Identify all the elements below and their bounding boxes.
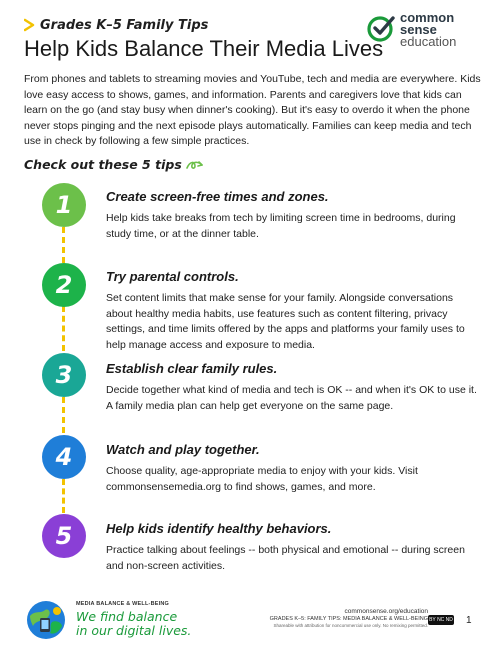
page-footer bbox=[0, 588, 500, 646]
checkmark-circle-logo-icon bbox=[367, 14, 395, 42]
common-sense-education-logo bbox=[367, 12, 487, 56]
tip-description: Choose quality, age-appropriate media to enjoy with your kids. Visit commonsensemedia.org to find shows, games, and more. bbox=[106, 465, 418, 493]
logo-line-2: sense bbox=[400, 22, 437, 37]
tip-description: Set content limits that make sense for your family. Alongside conversations about healthy media habits, use features such as content filtering, privacy settings, and time limits offered by the apps and platforms your family uses to help manage access and exposure to media. bbox=[106, 292, 465, 351]
footer-url: commonsense.org/education bbox=[344, 608, 428, 615]
footer-source bbox=[270, 608, 428, 628]
timeline-connector bbox=[62, 479, 65, 513]
eyebrow-text: Grades K–5 Family Tips bbox=[40, 17, 209, 33]
intro-paragraph: From phones and tablets to streaming movies and YouTube, tech and media are everywhere. Kids love easy access to shows, games, and information. Parents and caregivers love that kids can learn on the go (and stay busy when dinner's cooking). But it's easy to overdo it when the phone never stops pinging and the next episode plays automatically. Families can keep media and tech use in check by following a few simple practices. bbox=[24, 73, 481, 147]
footer-tagline-line-1: We find balance bbox=[76, 609, 178, 624]
digital-balance-globe-icon bbox=[26, 600, 66, 640]
logo-line-1: common bbox=[400, 10, 455, 25]
tips-heading-text: Check out these 5 tips bbox=[24, 157, 182, 172]
tip-number-badge: 3 bbox=[42, 353, 86, 397]
tip-number-badge: 5 bbox=[42, 514, 86, 558]
tip-description: Practice talking about feelings -- both physical and emotional -- during screen and non-screen activities. bbox=[106, 544, 465, 572]
page-title: Help Kids Balance Their Media Lives bbox=[24, 36, 384, 61]
tip-description: Decide together what kind of media and tech is OK -- and when it's OK to use it. A family media plan can help get everyone on the same page. bbox=[106, 384, 477, 412]
tip-number-badge: 2 bbox=[42, 263, 86, 307]
timeline-connector bbox=[62, 227, 65, 263]
footer-tagline-line-2: in our digital lives. bbox=[76, 623, 192, 638]
swirl-arrow-icon bbox=[186, 159, 204, 171]
tip-title: Help kids identify healthy behaviors. bbox=[106, 521, 332, 536]
tip-title: Watch and play together. bbox=[106, 442, 260, 457]
creative-commons-badge: BY NC ND bbox=[429, 617, 453, 623]
tips-heading bbox=[24, 157, 204, 172]
tip-number-badge: 1 bbox=[42, 183, 86, 227]
page-number: 1 bbox=[466, 615, 472, 626]
tip-title: Try parental controls. bbox=[106, 269, 239, 284]
timeline-connector bbox=[62, 397, 65, 433]
footer-tagline bbox=[76, 610, 191, 638]
tip-title: Establish clear family rules. bbox=[106, 361, 278, 376]
timeline-connector bbox=[62, 306, 65, 351]
chevron-right-icon bbox=[24, 18, 36, 32]
tip-title: Create screen-free times and zones. bbox=[106, 189, 329, 204]
eyebrow bbox=[24, 16, 208, 34]
footer-license: Shareable with attribution for noncommercial use only. No remixing permitted. bbox=[273, 623, 428, 628]
logo-line-3: education bbox=[400, 34, 457, 49]
tip-number-badge: 4 bbox=[42, 435, 86, 479]
footer-label: MEDIA BALANCE & WELL-BEING bbox=[76, 601, 169, 607]
logo-wordmark bbox=[400, 12, 456, 48]
tip-description: Help kids take breaks from tech by limiting screen time in bedrooms, during study time, or at the dinner table. bbox=[106, 212, 456, 240]
footer-subtitle: GRADES K–5: FAMILY TIPS: MEDIA BALANCE & WELL-BEING bbox=[269, 616, 428, 622]
